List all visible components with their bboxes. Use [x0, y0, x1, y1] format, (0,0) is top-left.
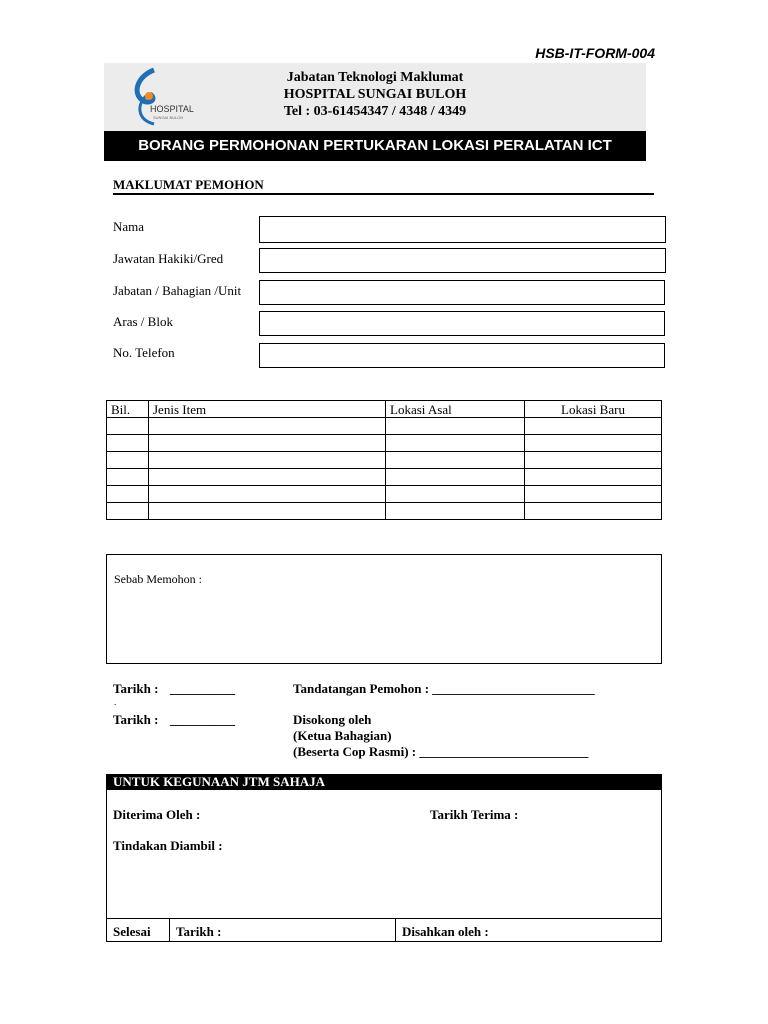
table-row[interactable] [107, 503, 662, 520]
table-header-row [107, 401, 662, 418]
section-divider [113, 193, 654, 195]
header-new-location: Lokasi Baru [525, 401, 662, 418]
header-original-location: Lokasi Asal [386, 401, 525, 418]
reason-box[interactable] [106, 554, 662, 664]
form-title: BORANG PERMOHONAN PERTUKARAN LOKASI PERALATAN ICT [104, 131, 646, 161]
logo-text: HOSPITAL [150, 104, 194, 114]
logo-subtext: SUNGAI BULOH [153, 115, 184, 120]
applicant-section-title: MAKLUMAT PEMOHON [113, 177, 264, 192]
name-field[interactable] [259, 216, 666, 243]
table-row[interactable] [107, 418, 662, 435]
done-label: Selesai [113, 924, 151, 939]
official-stamp-line[interactable]: (Beserta Cop Rasmi) : __________________________ [293, 744, 589, 759]
applicant-signature-line[interactable]: Tandatangan Pemohon : _________________________ [293, 681, 595, 696]
supported-by-label: Disokong oleh [293, 712, 372, 727]
phone-field[interactable] [259, 343, 665, 368]
table-row[interactable] [107, 435, 662, 452]
department-field[interactable] [259, 280, 665, 305]
table-row[interactable] [107, 486, 662, 503]
table-row[interactable] [107, 469, 662, 486]
received-by-label: Diterima Oleh : [113, 807, 201, 822]
department-name: Jabatan Teknologi Maklumat [286, 70, 464, 85]
head-of-dept-label: (Ketua Bahagian) [293, 728, 392, 743]
header-bil: Bil. [107, 401, 149, 418]
position-field[interactable] [259, 248, 666, 273]
done-date-label: Tarikh : [176, 924, 222, 939]
items-table [106, 400, 662, 520]
jtm-heading: UNTUK KEGUNAAN JTM SAHAJA [106, 774, 662, 790]
reason-label: Sebab Memohon : [114, 572, 202, 586]
field-label-department: Jabatan / Bahagian /Unit [113, 283, 242, 298]
field-label-floor: Aras / Blok [113, 314, 173, 329]
received-date-label: Tarikh Terima : [430, 807, 519, 822]
field-label-phone: No. Telefon [113, 345, 175, 360]
telephone-line: Tel : 03-61454347 / 4348 / 4349 [283, 104, 467, 119]
action-taken-label: Tindakan Diambil : [113, 838, 223, 853]
field-label-position: Jawatan Hakiki/Gred [113, 251, 224, 266]
header-item-type: Jenis Item [149, 401, 386, 418]
field-label-name: Nama [113, 219, 145, 234]
approved-by-label: Disahkan oleh : [402, 924, 489, 939]
hospital-name: HOSPITAL SUNGAI BULOH [283, 87, 467, 102]
date-blank-2[interactable]: __________ [170, 712, 235, 727]
form-code: HSB-IT-FORM-004 [535, 45, 655, 61]
date-blank-1[interactable]: __________ [170, 681, 235, 696]
date-label-2: Tarikh : [113, 712, 159, 727]
organization-block [104, 69, 646, 120]
date-label-1: Tarikh : [113, 681, 159, 696]
table-row[interactable] [107, 452, 662, 469]
supporter-block [293, 712, 588, 760]
jtm-office-box [106, 774, 662, 942]
cell-divider [395, 918, 396, 942]
cell-divider [169, 918, 170, 942]
dot-mark: . [114, 697, 117, 707]
floor-block-field[interactable] [259, 311, 665, 336]
